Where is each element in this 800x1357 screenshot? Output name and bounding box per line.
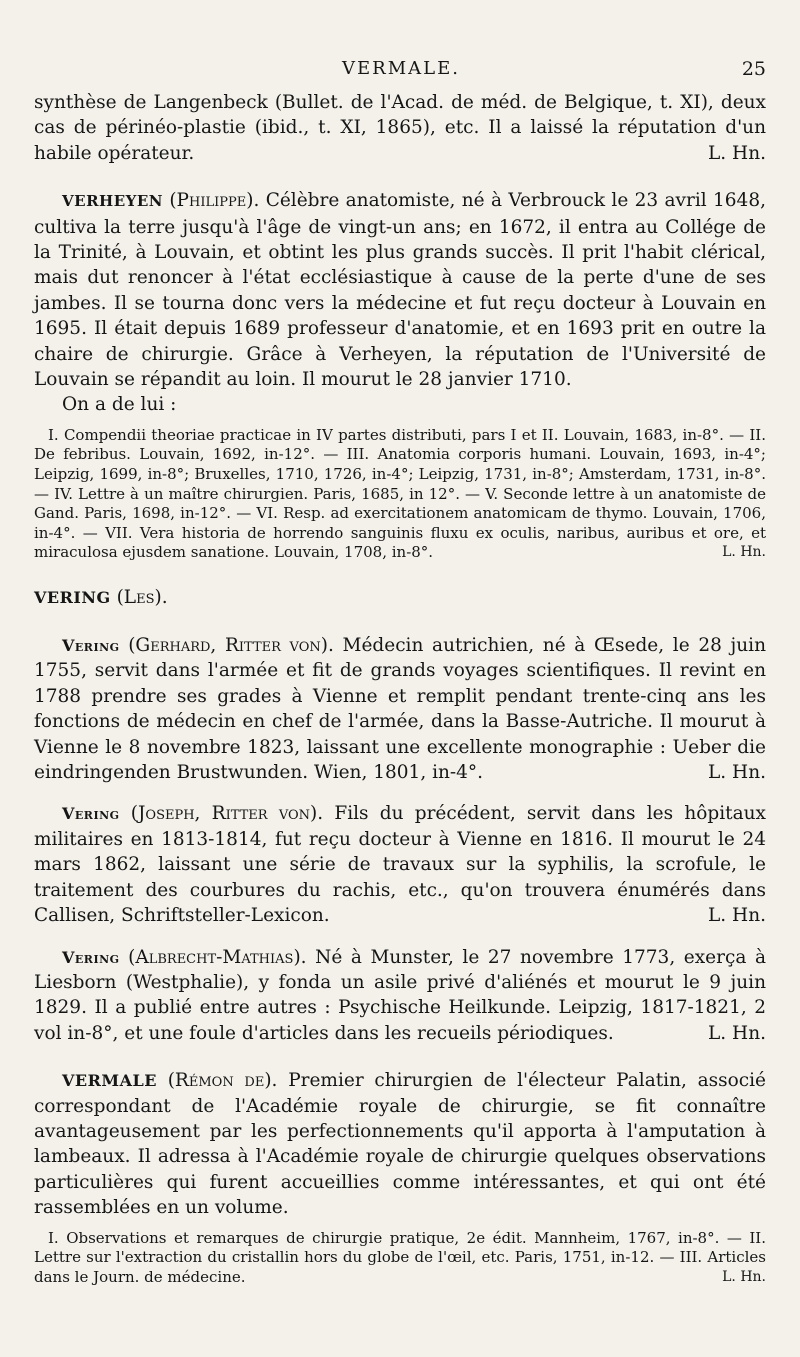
entry-vering-albrecht-text: Né à Munster, le 27 novembre 1773, exerça à Liesborn (Westphalie), y fonda un asile privé d'aliénés et mourut le 9 juin 1829. Il a publié entre autres : Psychische Heilkunde. Leipzig, 1817-1821, 2 vol in-8°, et une foule d'articles dans les recueils périodiques. [34,946,766,1044]
entry-verheyen-signer: L. Hn. [722,544,766,561]
entry-vering-gerhard-name: (Gerhard, Ritter von). [128,635,334,657]
entry-vering-gerhard-headword: Vering [62,636,120,656]
entry-verheyen-body [34,188,766,392]
page-number: 25 [741,58,766,80]
entry-vermale-signer: L. Hn. [722,1268,766,1285]
carryover-text: synthèse de Langenbeck (Bullet. de l'Acad. de méd. de Belgique, t. XI), deux cas de périnéo-plastie (ibid., t. XI, 1865), etc. Il a laissé la réputation d'un habile opérateur. [34,92,766,164]
entry-vering-joseph-headword: Vering [62,804,120,824]
running-title: VERMALE. [342,58,460,79]
entry-vering-gerhard [34,633,766,785]
entry-vering-family-name: (Les). [116,587,168,609]
entry-vermale-headword: VERMALE [62,1071,157,1091]
entry-verheyen-works-text: I. Compendii theoriae practicae in IV partes distributi, pars I et II. Louvain, 1683, in-8°. — II. De febribus. Louvain, 1692, in-12°. — III. Anatomia corporis humani. Louvain, 1693, in-4°; Leipzig, 1699, in-8°; Bruxelles, 1710, 1726, in-4°; Leipzig, 1731, in-8°; Amsterdam, 1731, in-8°. — IV. Lettre à un maître chirurgien. Paris, 1685, in 12°. — V. Seconde lettre à un anatomiste de Gand. Paris, 1698, in-12°. — VI. Resp. ad exercitationem anatomicam de thymo. Louvain, 1706, in-4°. — VII. Vera historia de horrendo sanguinis fluxu ex oculis, naribus, auribus et ore, et miraculosa ejusdem sanatione. Louvain, 1708, in-8°. [34,425,766,562]
entry-vering-gerhard-text: Médecin autrichien, né à Œsede, le 28 juin 1755, servit dans l'armée et fit de grands voyages scientifiques. Il revint en 1788 prendre ses grades à Vienne et remplit pendant trente-cinq ans les fonctions de médecin en chef de l'armée, dans la Basse-Autriche. Il mourut à Vienne le 8 novembre 1823, laissant une excellente monographie : Ueber die eindringenden Brustwunden. Wien, 1801, in-4°. [34,635,767,784]
entry-vering-gerhard-signer: L. Hn. [708,762,766,784]
entry-vering-joseph-name: (Joseph, Ritter von). [130,803,324,825]
entry-vering-albrecht-signer: L. Hn. [708,1022,766,1044]
entry-vermale [34,1068,766,1287]
entry-vermale-name: (Rémon de). [167,1070,278,1092]
entry-verheyen-text: Célèbre anatomiste, né à Verbrouck le 23 avril 1648, cultiva la terre jusqu'à l'âge de vingt-un ans; en 1672, il entra au Collége de la Trinité, à Louvain, et obtint les plus grands succès. Il prit l'habit clérical, mais dut renoncer à l'état ecclésiastique à cause de la perte d'une de ses jambes. Il se tourna donc vers la médecine et fut reçu docteur à Louvain en 1695. Il était depuis 1689 professeur d'anatomie, et en 1693 prit en outre la chaire de chirurgie. Grâce à Verheyen, la réputation de l'Université de Louvain se répandit au loin. Il mourut le 28 janvier 1710. [34,190,766,391]
entry-vering-albrecht [34,945,766,1047]
text-column [34,90,766,1287]
entry-vering-albrecht-name: (Albrecht-Mathias). [128,946,307,968]
entry-verheyen-headword: VERHEYEN [62,192,163,211]
entry-verheyen-works-intro: On a de lui : [62,394,177,416]
carryover-signer: L. Hn. [708,142,766,164]
entry-vermale-body [34,1068,766,1220]
entry-vering-joseph-signer: L. Hn. [708,905,766,927]
entry-vering-joseph-text: Fils du précédent, servit dans les hôpitaux militaires en 1813-1814, fut reçu docteur à Vienne en 1816. Il mourut le 24 mars 1862, laissant une série de travaux sur la syphilis, la scrofule, le traitement des courbures du rachis, etc., qu'on trouvera énumérés dans Callisen, Schriftsteller-Lexicon. [34,803,766,927]
carryover-paragraph [34,90,766,166]
entry-verheyen-name: (Philippe). [169,190,260,212]
entry-vering-albrecht-headword: Vering [62,947,120,967]
entry-verheyen-works [34,426,766,563]
entry-vermale-works-text: I. Observations et remarques de chirurgie pratique, 2e édit. Mannheim, 1767, in-8°. — II. Lettre sur l'extraction du cristallin hors du globe de l'œil, etc. Paris, 1751, in-12. — III. Articles dans le Journ. de médecine. [34,1228,766,1286]
entry-vering-joseph [34,801,766,928]
entry-vering-family-headword: VERING [34,588,111,608]
entry-vering-family [34,585,766,611]
entry-verheyen [34,188,766,563]
entry-vermale-works [34,1229,766,1288]
entry-vermale-text: Premier chirurgien de l'électeur Palatin, associé correspondant de l'Académie royale de chirurgie, se fit connaître avantageusement par les perfectionnements qu'il apporta à l'amputation à lambeaux. Il adressa à l'Académie royale de chirurgie quelques observations particulières qui furent accueillies comme intéressantes, et qui ont été rassemblées en un volume. [34,1070,766,1219]
running-header [36,58,766,86]
